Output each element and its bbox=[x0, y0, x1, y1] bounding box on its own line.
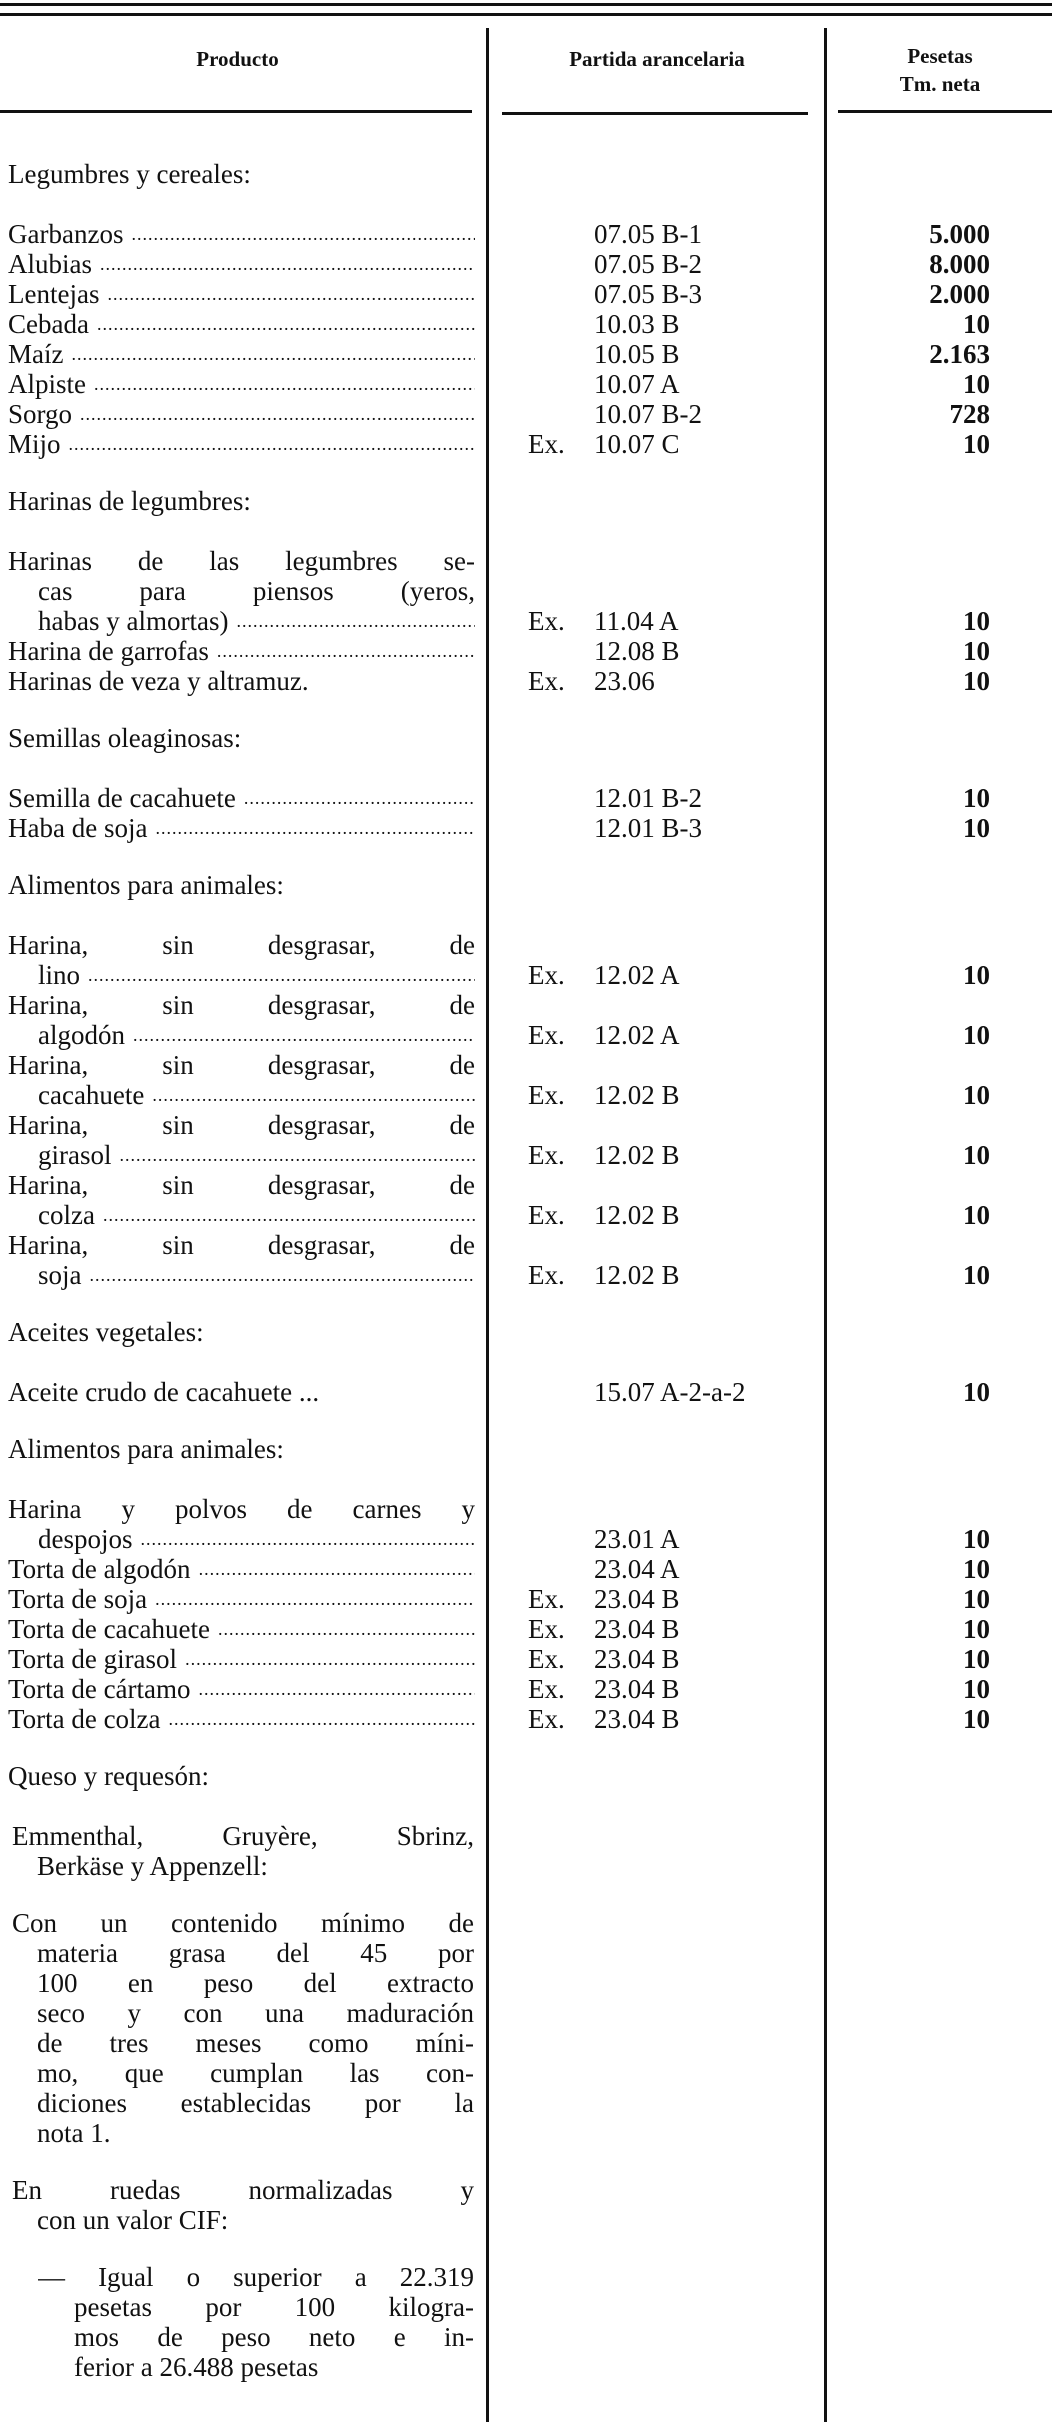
header-rule bbox=[838, 110, 1052, 113]
table-row bbox=[0, 666, 1052, 696]
product-name: Torta de colza bbox=[8, 1704, 161, 1734]
dot-leader bbox=[69, 429, 475, 459]
tariff-code: 23.04 A bbox=[594, 1554, 680, 1584]
tariff-code: 12.08 B bbox=[594, 636, 680, 666]
product-name: Haba de soja bbox=[8, 813, 148, 843]
dot-leader bbox=[71, 339, 475, 369]
tariff-code: 07.05 B-3 bbox=[594, 279, 702, 309]
header-product: Producto bbox=[196, 47, 279, 71]
product-line bbox=[8, 249, 475, 279]
ex-prefix: Ex. bbox=[528, 1260, 565, 1290]
product-line: 100 en peso del extracto bbox=[37, 1968, 474, 1998]
price-value: 10 bbox=[963, 1674, 990, 1704]
product-line: seco y con una maduración bbox=[37, 1998, 474, 2028]
table-row bbox=[0, 636, 1052, 666]
price-value: 2.163 bbox=[929, 339, 990, 369]
ex-prefix: Ex. bbox=[528, 1080, 565, 1110]
product-line bbox=[8, 369, 475, 399]
dot-leader bbox=[94, 369, 475, 399]
price-value: 728 bbox=[949, 399, 990, 429]
product-line: Harina, sin desgrasar, de bbox=[8, 1230, 475, 1260]
top-rule bbox=[0, 3, 1052, 6]
product-line: cas para piensos (yeros, bbox=[38, 576, 475, 606]
ex-prefix: Ex. bbox=[528, 1200, 565, 1230]
product-line bbox=[38, 1080, 475, 1110]
price-value: 5.000 bbox=[929, 219, 990, 249]
price-value: 10 bbox=[963, 1020, 990, 1050]
price-value: 10 bbox=[963, 636, 990, 666]
product-name: cacahuete bbox=[38, 1080, 145, 1110]
product-line bbox=[8, 399, 475, 429]
product-line bbox=[8, 1704, 475, 1734]
table-row bbox=[0, 249, 1052, 279]
product-line bbox=[38, 1020, 475, 1050]
product-name: Cebada bbox=[8, 309, 89, 339]
product-name: Garbanzos bbox=[8, 219, 124, 249]
product-name: soja bbox=[38, 1260, 82, 1290]
product-line: Con un contenido mínimo de bbox=[12, 1908, 474, 1938]
tariff-code: 10.03 B bbox=[594, 309, 680, 339]
product-line: Harina, sin desgrasar, de bbox=[8, 990, 475, 1020]
price-value: 10 bbox=[963, 1080, 990, 1110]
paragraph bbox=[0, 1908, 1052, 2148]
price-value: 2.000 bbox=[929, 279, 990, 309]
price-value: 8.000 bbox=[929, 249, 990, 279]
section-title: Legumbres y cereales: bbox=[8, 159, 251, 189]
product-line: con un valor CIF: bbox=[37, 2205, 229, 2235]
section-title: Harinas de legumbres: bbox=[8, 486, 251, 516]
product-line bbox=[8, 783, 475, 813]
ex-prefix: Ex. bbox=[528, 1614, 565, 1644]
ex-prefix: Ex. bbox=[528, 1584, 565, 1614]
table-row bbox=[0, 279, 1052, 309]
product-name: Torta de girasol bbox=[8, 1644, 178, 1674]
tariff-table-body bbox=[0, 132, 1052, 2382]
tariff-code: 12.02 B bbox=[594, 1080, 680, 1110]
product-line bbox=[8, 1614, 475, 1644]
tariff-code: 15.07 A-2-a-2 bbox=[594, 1377, 746, 1407]
product-name: Torta de algodón bbox=[8, 1554, 191, 1584]
table-row bbox=[0, 1377, 1052, 1407]
ex-prefix: Ex. bbox=[528, 1644, 565, 1674]
product-line: diciones establecidas por la bbox=[37, 2088, 474, 2118]
dot-leader bbox=[120, 1140, 476, 1170]
ex-prefix: Ex. bbox=[528, 1674, 565, 1704]
tariff-code: 12.02 B bbox=[594, 1200, 680, 1230]
tariff-code: 12.01 B-2 bbox=[594, 783, 702, 813]
section-title: Alimentos para animales: bbox=[8, 870, 284, 900]
tariff-code: 23.04 B bbox=[594, 1704, 680, 1734]
section-title: Alimentos para animales: bbox=[8, 1434, 284, 1464]
dot-leader bbox=[244, 783, 475, 813]
ex-prefix: Ex. bbox=[528, 666, 565, 696]
dot-leader bbox=[80, 399, 475, 429]
table-row bbox=[0, 813, 1052, 843]
header-rule bbox=[502, 112, 808, 115]
tariff-code: 23.04 B bbox=[594, 1614, 680, 1644]
top-rule-second bbox=[0, 13, 1052, 16]
product-name: Harina de garrofas bbox=[8, 636, 209, 666]
product-line: Harinas de las legumbres se- bbox=[8, 546, 475, 576]
product-name: girasol bbox=[38, 1140, 112, 1170]
table-row bbox=[0, 1554, 1052, 1584]
table-row bbox=[0, 339, 1052, 369]
section-title: Queso y requesón: bbox=[8, 1761, 209, 1791]
table-row bbox=[0, 1614, 1052, 1644]
dot-leader bbox=[141, 1524, 476, 1554]
product-line: Harinas de veza y altramuz. bbox=[8, 666, 309, 696]
product-name: Torta de cacahuete bbox=[8, 1614, 210, 1644]
header-price-line2: Tm. neta bbox=[899, 72, 981, 96]
product-name: Alpiste bbox=[8, 369, 86, 399]
tariff-code: 11.04 A bbox=[594, 606, 679, 636]
section-title: Semillas oleaginosas: bbox=[8, 723, 242, 753]
price-value: 10 bbox=[963, 1260, 990, 1290]
product-line bbox=[38, 1140, 475, 1170]
product-line: Berkäse y Appenzell: bbox=[37, 1851, 268, 1881]
product-line: Harina, sin desgrasar, de bbox=[8, 1110, 475, 1140]
product-line bbox=[8, 219, 475, 249]
product-line bbox=[38, 1200, 475, 1230]
product-line bbox=[8, 429, 475, 459]
dot-leader bbox=[131, 219, 475, 249]
product-line bbox=[8, 1554, 475, 1584]
tariff-code: 23.01 A bbox=[594, 1524, 680, 1554]
tariff-code: 10.05 B bbox=[594, 339, 680, 369]
product-name: Maíz bbox=[8, 339, 64, 369]
product-line: Harina, sin desgrasar, de bbox=[8, 1170, 475, 1200]
ex-prefix: Ex. bbox=[528, 429, 565, 459]
price-value: 10 bbox=[963, 783, 990, 813]
product-line: pesetas por 100 kilogra- bbox=[74, 2292, 474, 2322]
tariff-code: 12.02 B bbox=[594, 1140, 680, 1170]
table-row bbox=[0, 1584, 1052, 1614]
product-line bbox=[38, 1524, 475, 1554]
dot-leader bbox=[217, 636, 475, 666]
product-line: Emmenthal, Gruyère, Sbrinz, bbox=[12, 1821, 474, 1851]
dot-leader bbox=[90, 1260, 476, 1290]
product-name: despojos bbox=[38, 1524, 133, 1554]
table-row bbox=[0, 783, 1052, 813]
tariff-code: 12.01 B-3 bbox=[594, 813, 702, 843]
tariff-code: 12.02 A bbox=[594, 960, 680, 990]
ex-prefix: Ex. bbox=[528, 1020, 565, 1050]
table-row bbox=[0, 990, 1052, 1050]
price-value: 10 bbox=[963, 1614, 990, 1644]
product-name: lino bbox=[38, 960, 81, 990]
table-row bbox=[0, 1230, 1052, 1290]
table-row bbox=[0, 930, 1052, 990]
dot-leader bbox=[155, 813, 475, 843]
table-row bbox=[0, 546, 1052, 636]
tariff-code: 07.05 B-1 bbox=[594, 219, 702, 249]
section-title: Aceites vegetales: bbox=[8, 1317, 204, 1347]
dot-leader bbox=[88, 960, 475, 990]
dot-leader bbox=[107, 279, 475, 309]
product-line bbox=[8, 279, 475, 309]
dot-leader bbox=[199, 1674, 475, 1704]
product-name: Torta de cártamo bbox=[8, 1674, 191, 1704]
ex-prefix: Ex. bbox=[528, 960, 565, 990]
price-value: 10 bbox=[963, 429, 990, 459]
table-row bbox=[0, 1050, 1052, 1110]
product-line: En ruedas normalizadas y bbox=[12, 2175, 474, 2205]
dot-leader bbox=[97, 309, 475, 339]
tariff-code: 10.07 A bbox=[594, 369, 680, 399]
price-value: 10 bbox=[963, 369, 990, 399]
product-line bbox=[8, 813, 475, 843]
paragraph bbox=[0, 2175, 1052, 2235]
dot-leader bbox=[218, 1614, 475, 1644]
product-line: Harina y polvos de carnes y bbox=[8, 1494, 475, 1524]
price-value: 10 bbox=[963, 960, 990, 990]
table-row bbox=[0, 219, 1052, 249]
product-line bbox=[38, 1260, 475, 1290]
tariff-code: 23.04 B bbox=[594, 1644, 680, 1674]
product-line: de tres meses como míni- bbox=[37, 2028, 474, 2058]
price-value: 10 bbox=[963, 1644, 990, 1674]
dot-leader bbox=[199, 1554, 475, 1584]
dot-leader bbox=[169, 1704, 475, 1734]
ex-prefix: Ex. bbox=[528, 1704, 565, 1734]
product-line: mo, que cumplan las con- bbox=[37, 2058, 474, 2088]
dot-leader bbox=[133, 1020, 475, 1050]
product-line: mos de peso neto e in- bbox=[74, 2322, 474, 2352]
price-value: 10 bbox=[963, 606, 990, 636]
product-name: Mijo bbox=[8, 429, 61, 459]
tariff-code: 12.02 B bbox=[594, 1260, 680, 1290]
price-value: 10 bbox=[963, 1524, 990, 1554]
product-name: colza bbox=[38, 1200, 95, 1230]
table-row bbox=[0, 1170, 1052, 1230]
product-line bbox=[8, 1644, 475, 1674]
product-line bbox=[38, 960, 475, 990]
dot-leader bbox=[185, 1644, 475, 1674]
header-rule bbox=[0, 110, 472, 113]
product-line: nota 1. bbox=[37, 2118, 111, 2148]
product-line bbox=[8, 636, 475, 666]
price-value: 10 bbox=[963, 1584, 990, 1614]
product-line: — Igual o superior a 22.319 bbox=[38, 2262, 474, 2292]
tariff-code: 23.04 B bbox=[594, 1674, 680, 1704]
table-row bbox=[0, 399, 1052, 429]
price-value: 10 bbox=[963, 1377, 990, 1407]
product-name: Sorgo bbox=[8, 399, 73, 429]
product-line: materia grasa del 45 por bbox=[37, 1938, 474, 1968]
dot-leader bbox=[100, 249, 475, 279]
product-line bbox=[8, 1674, 475, 1704]
product-name: algodón bbox=[38, 1020, 125, 1050]
dot-leader bbox=[236, 606, 475, 636]
dot-leader bbox=[155, 1584, 475, 1614]
product-name: Torta de soja bbox=[8, 1584, 148, 1614]
table-row bbox=[0, 309, 1052, 339]
ex-prefix: Ex. bbox=[528, 1140, 565, 1170]
dot-leader bbox=[103, 1200, 475, 1230]
product-line bbox=[38, 606, 475, 636]
product-name: Semilla de cacahuete bbox=[8, 783, 236, 813]
price-value: 10 bbox=[963, 813, 990, 843]
tariff-code: 10.07 C bbox=[594, 429, 680, 459]
product-name: Alubias bbox=[8, 249, 92, 279]
paragraph bbox=[0, 2262, 1052, 2382]
product-name: Lentejas bbox=[8, 279, 100, 309]
table-row bbox=[0, 1644, 1052, 1674]
tariff-code: 07.05 B-2 bbox=[594, 249, 702, 279]
tariff-code: 12.02 A bbox=[594, 1020, 680, 1050]
product-line: Aceite crudo de cacahuete ... bbox=[8, 1377, 320, 1407]
price-value: 10 bbox=[963, 1704, 990, 1734]
price-value: 10 bbox=[963, 1200, 990, 1230]
product-line bbox=[8, 1584, 475, 1614]
tariff-code: 10.07 B-2 bbox=[594, 399, 702, 429]
tariff-code: 23.04 B bbox=[594, 1584, 680, 1614]
price-value: 10 bbox=[963, 309, 990, 339]
ex-prefix: Ex. bbox=[528, 606, 565, 636]
product-line: Harina, sin desgrasar, de bbox=[8, 930, 475, 960]
table-row bbox=[0, 1674, 1052, 1704]
table-row bbox=[0, 369, 1052, 399]
product-line bbox=[8, 339, 475, 369]
header-tariff: Partida arancelaria bbox=[569, 47, 745, 71]
price-value: 10 bbox=[963, 1554, 990, 1584]
paragraph bbox=[0, 1821, 1052, 1881]
table-row bbox=[0, 429, 1052, 459]
table-row bbox=[0, 1110, 1052, 1170]
table-row bbox=[0, 1494, 1052, 1554]
product-name: habas y almortas) bbox=[38, 606, 229, 636]
header-price-line1: Pesetas bbox=[907, 44, 973, 68]
price-value: 10 bbox=[963, 1140, 990, 1170]
dot-leader bbox=[152, 1080, 475, 1110]
price-value: 10 bbox=[963, 666, 990, 696]
tariff-code: 23.06 bbox=[594, 666, 655, 696]
product-line bbox=[8, 309, 475, 339]
product-line: Harina, sin desgrasar, de bbox=[8, 1050, 475, 1080]
product-line: ferior a 26.488 pesetas bbox=[74, 2352, 319, 2382]
table-row bbox=[0, 1704, 1052, 1734]
